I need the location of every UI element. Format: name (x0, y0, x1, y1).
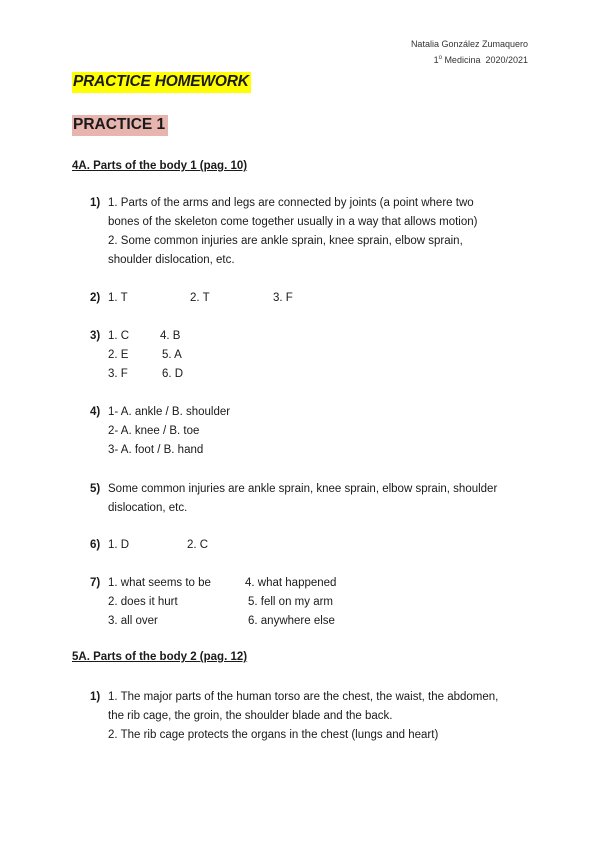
item-number: 6) (90, 539, 101, 551)
item-number: 2) (90, 292, 101, 304)
item-number: 4) (90, 406, 101, 418)
item-number: 3) (90, 330, 101, 342)
item-number: 1) (90, 691, 101, 703)
page-title: PRACTICE HOMEWORK (72, 72, 251, 93)
practice-heading: PRACTICE 1 (72, 115, 168, 136)
item-number: 7) (90, 577, 101, 589)
author-name: Natalia González Zumaquero (410, 39, 528, 49)
document-header (411, 37, 528, 67)
item-number: 5) (90, 483, 101, 495)
item-number: 1) (90, 197, 101, 209)
section-heading-5a: 5A. Parts of the body 2 (pag. 12) (72, 651, 248, 663)
section-heading-4a: 4A. Parts of the body 1 (pag. 10) (72, 160, 248, 172)
course-info: 1$^o$ Medicina 2020/2021 (433, 55, 528, 65)
